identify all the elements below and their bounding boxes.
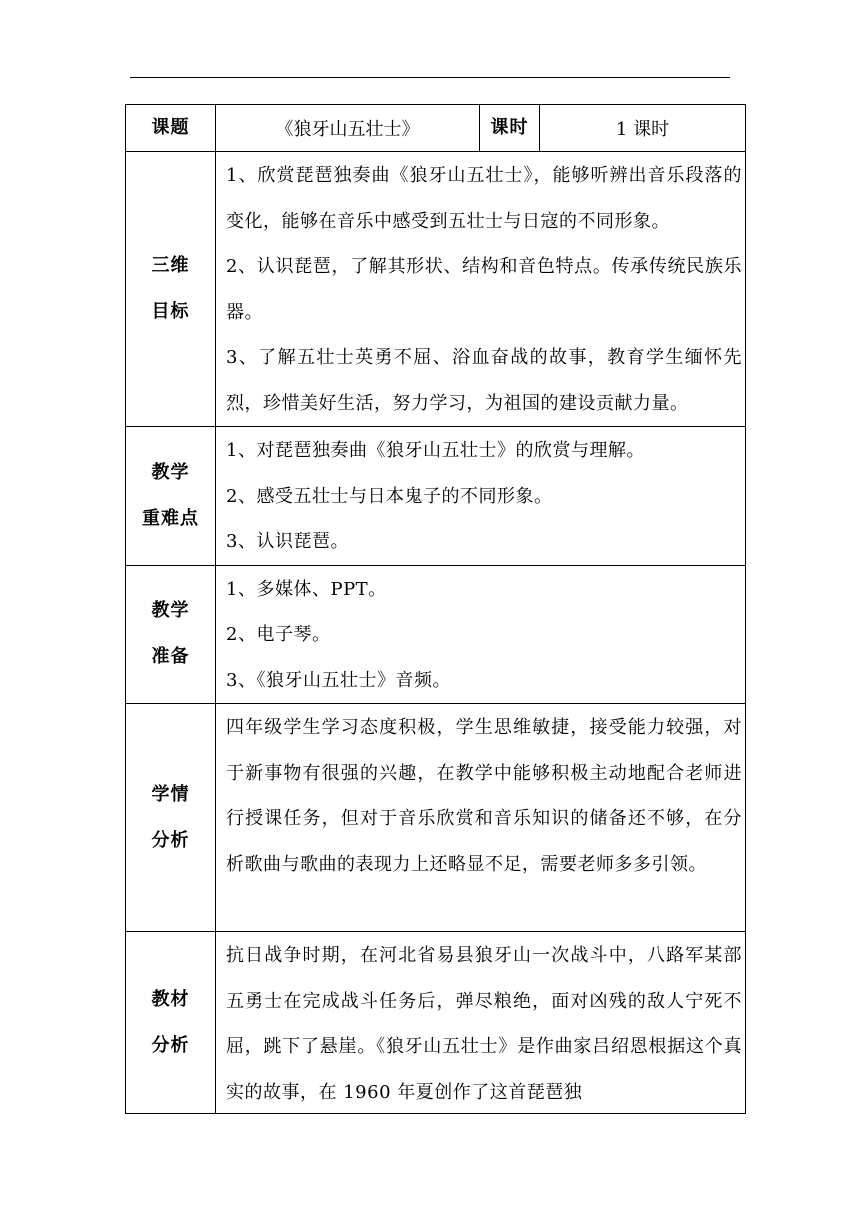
goals-label: [126, 152, 216, 427]
table-row-key-points: [126, 427, 746, 566]
lesson-plan-table: [125, 104, 746, 1114]
goals-content: [216, 152, 746, 427]
students-text: 四年级学生学习态度积极，学生思维敏捷，接受能力较强，对于新事物有很强的兴趣，在教学中能够积极主动地配合老师进行授课任务，但对于音乐欣赏和音乐知识的储备还不够，在分析歌曲与歌曲的表现力上还略显不足，需要老师多多引领。: [226, 717, 742, 875]
key-points-item-1: 1、对琵琶独奏曲《狼牙山五壮士》的欣赏与理解。: [226, 440, 645, 461]
goals-item-3: 3、了解五壮士英勇不屈、浴血奋战的故事，教育学生缅怀先烈，珍惜美好生活，努力学习，为祖国的建设贡献力量。: [226, 347, 742, 414]
key-points-item-3: 3、认识琵琶。: [226, 531, 349, 552]
key-points-item-2: 2、感受五壮士与日本鬼子的不同形象。: [226, 485, 553, 507]
preparation-label-line1: 教学: [151, 600, 190, 622]
material-label-line2: 分析: [151, 1034, 190, 1056]
material-content: [216, 932, 746, 1114]
students-label-line1: 学情: [151, 783, 190, 805]
preparation-item-3: 3、《狼牙山五壮士》音频。: [226, 669, 451, 691]
preparation-label: [126, 565, 216, 704]
students-content: [216, 704, 746, 932]
key-points-label-line1: 教学: [151, 461, 190, 483]
table-row-goals: [126, 152, 746, 427]
material-label: [126, 932, 216, 1114]
table-row-preparation: [126, 565, 746, 704]
goals-label-line1: 三维: [151, 255, 190, 276]
key-points-content: [216, 427, 746, 566]
preparation-item-2: 2、电子琴。: [226, 624, 331, 645]
preparation-content: [216, 565, 746, 704]
key-points-label: [126, 427, 216, 566]
hours-value: 1 课时: [540, 105, 746, 152]
hours-label: 课时: [480, 105, 540, 152]
goals-label-line2: 目标: [151, 301, 190, 322]
goals-item-1: 1、欣赏琵琶独奏曲《狼牙山五壮士》，能够听辨出音乐段落的变化，能够在音乐中感受到五壮士与日寇的不同形象。: [226, 165, 742, 232]
course-label: 课题: [126, 105, 216, 152]
table-row-material: [126, 932, 746, 1114]
course-title: 《狼牙山五壮士》: [216, 105, 480, 152]
key-points-label-line2: 重难点: [142, 507, 199, 529]
preparation-label-line2: 准备: [151, 646, 190, 668]
material-text: 抗日战争时期，在河北省易县狼牙山一次战斗中，八路军某部五勇士在完成战斗任务后，弹尽粮绝，面对凶残的敌人宁死不屈，跳下了悬崖。《狼牙山五壮士》是作曲家吕绍恩根据这个真实的故事，在 1960 年夏创作了这首琵琶独: [226, 945, 742, 1103]
goals-item-2: 2、认识琵琶，了解其形状、结构和音色特点。传承传统民族乐器。: [226, 256, 742, 323]
table-row-students: [126, 704, 746, 932]
material-label-line1: 教材: [151, 988, 190, 1010]
material-clip: [226, 933, 742, 1113]
preparation-item-1: 1、多媒体、PPT。: [226, 578, 387, 600]
students-label-line2: 分析: [151, 829, 190, 851]
table-row-course: [126, 105, 746, 152]
students-label: [126, 704, 216, 932]
header-rule: [130, 77, 730, 78]
